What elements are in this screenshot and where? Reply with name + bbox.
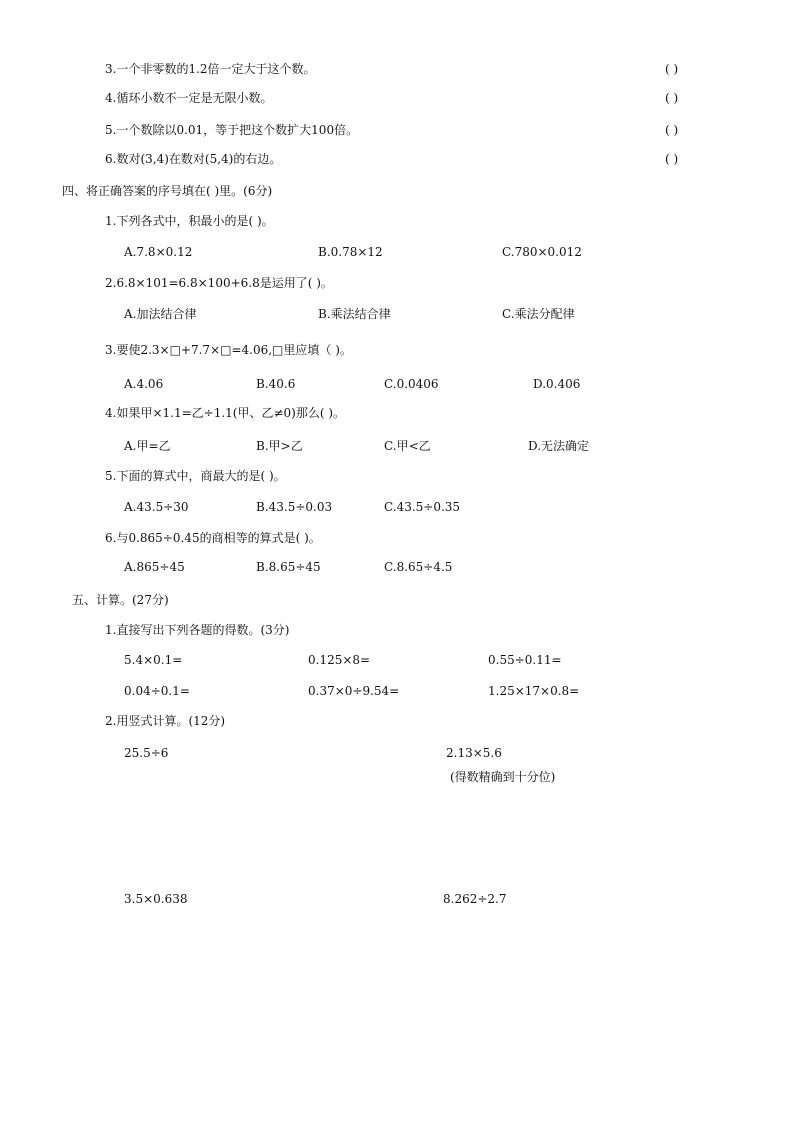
judge-item-6: 6.数对(3,4)在数对(5,4)的右边。 bbox=[105, 152, 282, 166]
answer-paren[interactable]: ( ) bbox=[665, 123, 679, 137]
option-a: A.865÷45 bbox=[124, 560, 185, 574]
option-c: C.780×0.012 bbox=[502, 245, 582, 259]
section-5-title: 五、计算。(27分) bbox=[72, 593, 169, 607]
option-b: B.乘法结合律 bbox=[318, 307, 391, 321]
mental-calc-item: 0.125×8= bbox=[308, 653, 371, 667]
option-b: B.43.5÷0.03 bbox=[256, 500, 333, 514]
rounding-note: (得数精确到十分位) bbox=[450, 770, 556, 784]
judge-item-3: 3.一个非零数的1.2倍一定大于这个数。 bbox=[105, 62, 316, 76]
option-b: B.甲>乙 bbox=[256, 439, 303, 453]
option-c: C.8.65÷4.5 bbox=[384, 560, 453, 574]
mental-calc-item: 5.4×0.1= bbox=[124, 653, 183, 667]
vertical-calc-problem: 3.5×0.638 bbox=[124, 892, 188, 906]
vertical-calc-problem: 2.13×5.6 bbox=[446, 746, 502, 760]
choice-question-4: 4.如果甲×1.1=乙÷1.1(甲、乙≠0)那么( )。 bbox=[105, 406, 346, 420]
answer-paren[interactable]: ( ) bbox=[665, 62, 679, 76]
calc-question-1-title: 1.直接写出下列各题的得数。(3分) bbox=[105, 623, 290, 637]
option-c: C.43.5÷0.35 bbox=[384, 500, 461, 514]
mental-calc-item: 0.37×0÷9.54= bbox=[308, 684, 400, 698]
option-b: B.40.6 bbox=[256, 377, 296, 391]
option-a: A.4.06 bbox=[124, 377, 164, 391]
option-d: D.无法确定 bbox=[528, 439, 590, 453]
answer-paren[interactable]: ( ) bbox=[665, 152, 679, 166]
mental-calc-item: 1.25×17×0.8= bbox=[488, 684, 580, 698]
option-a: A.7.8×0.12 bbox=[124, 245, 193, 259]
calc-question-2-title: 2.用竖式计算。(12分) bbox=[105, 714, 226, 728]
section-4-title: 四、将正确答案的序号填在( )里。(6分) bbox=[62, 184, 273, 198]
answer-paren[interactable]: ( ) bbox=[665, 91, 679, 105]
option-b: B.0.78×12 bbox=[318, 245, 383, 259]
mental-calc-item: 0.04÷0.1= bbox=[124, 684, 190, 698]
option-a: A.43.5÷30 bbox=[124, 500, 189, 514]
judge-item-5: 5.一个数除以0.01，等于把这个数扩大100倍。 bbox=[105, 123, 359, 137]
option-d: D.0.406 bbox=[533, 377, 581, 391]
judge-item-4: 4.循环小数不一定是无限小数。 bbox=[105, 91, 273, 105]
choice-question-2: 2.6.8×101=6.8×100+6.8是运用了( )。 bbox=[105, 276, 333, 290]
vertical-calc-problem: 25.5÷6 bbox=[124, 746, 169, 760]
choice-question-5: 5.下面的算式中，商最大的是( )。 bbox=[105, 469, 286, 483]
option-a: A.甲=乙 bbox=[124, 439, 171, 453]
mental-calc-item: 0.55÷0.11= bbox=[488, 653, 562, 667]
option-c: C.乘法分配律 bbox=[502, 307, 575, 321]
option-c: C.0.0406 bbox=[384, 377, 439, 391]
choice-question-6: 6.与0.865÷0.45的商相等的算式是( )。 bbox=[105, 531, 321, 545]
vertical-calc-problem: 8.262÷2.7 bbox=[443, 892, 507, 906]
option-a: A.加法结合律 bbox=[124, 307, 197, 321]
option-c: C.甲<乙 bbox=[384, 439, 431, 453]
choice-question-1: 1.下列各式中，积最小的是( )。 bbox=[105, 214, 274, 228]
option-b: B.8.65÷45 bbox=[256, 560, 321, 574]
choice-question-3: 3.要使2.3×□+7.7×□=4.06,□里应填（ )。 bbox=[105, 343, 352, 357]
